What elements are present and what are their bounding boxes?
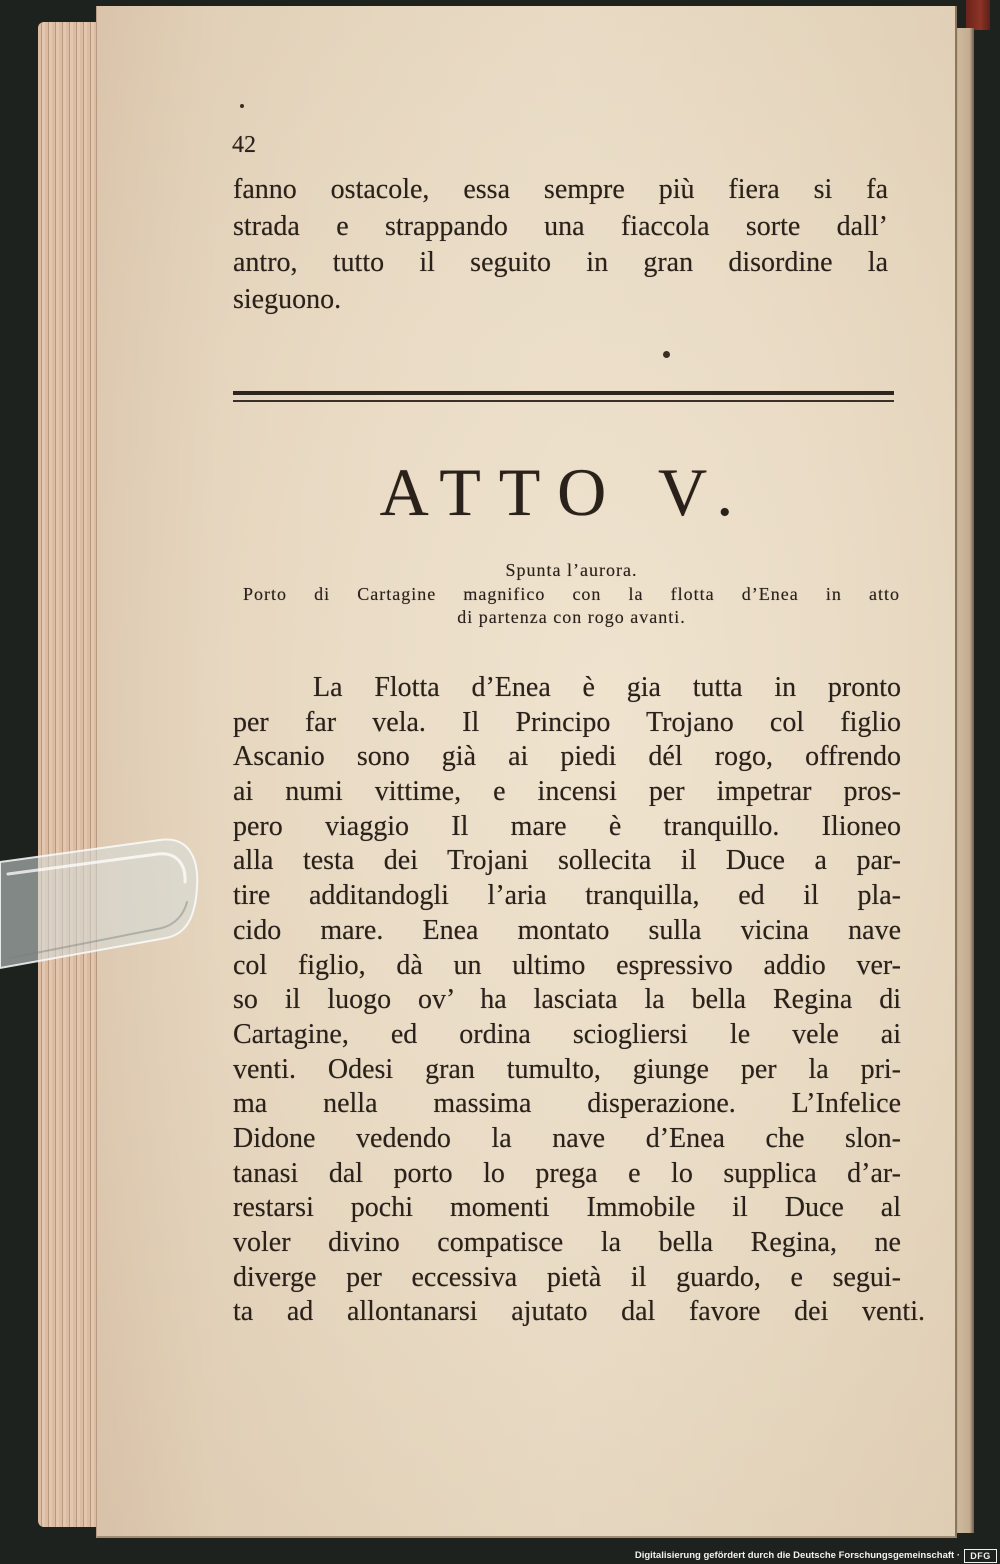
act-paragraph [233,671,925,1330]
text-line: ta ad allontanarsi ajutato dal favore dei venti. [233,1296,925,1328]
text-line: tire additandogli l’aria tranquilla, ed il pla- [233,880,901,912]
text-line: per far vela. Il Principo Trojano col figlio [233,706,901,738]
text-line: so il luogo ov’ ha lasciata la bella Regina di [233,984,901,1016]
text-line: tanasi dal porto lo prega e lo supplica d’ar- [233,1157,901,1189]
text-line: Cartagine, ed ordina sciogliersi le vele ai [233,1018,901,1050]
text-line: cido mare. Enea montato sulla vicina nave [233,914,901,946]
section-divider [233,391,894,405]
text-line: ma nella massima disperazione. L’Infelice [233,1088,901,1120]
stage-direction-line: di partenza con rogo avanti. [457,607,686,627]
text-line: antro, tutto il seguito in gran disordine la [233,247,888,278]
text-line: ai numi vittime, e incensi per impetrar pros- [233,776,901,808]
divider-thin-line [233,400,894,402]
ink-speck [663,351,670,358]
text-line: fanno ostacole, essa sempre più fiera si fa [233,174,888,205]
text-line: diverge per eccessiva pietà il guardo, e segui- [233,1261,901,1293]
text-line: voler divino compatisce la bella Regina, ne [233,1227,901,1258]
dfg-logo: DFG [964,1549,997,1563]
stage-direction-line: Spunta l’aurora. [505,560,638,580]
text-line: Ascanio sono già ai piedi dél rogo, offrendo [233,741,901,773]
digitization-credit: Digitalisierung gefördert durch die Deutsche Forschungsgemeinschaft · [634,1550,960,1561]
divider-thick-line [233,391,894,395]
adjacent-page-tab [966,0,990,30]
act-heading: ATTO V. [379,454,752,530]
stage-direction-line: Porto di Cartagine magnifico con la flotta d’Enea in atto [243,583,900,604]
text-line: La Flotta d’Enea è gia tutta in pronto [313,672,901,703]
text-line: Didone vedendo la nave d’Enea che slon- [233,1122,901,1154]
stage-directions [243,559,900,630]
text-line: strada e strappando una fiaccola sorte dall’ [233,210,888,242]
ink-speck [240,104,244,108]
text-line: sieguono. [233,283,342,315]
page-clip [0,830,205,975]
text-line: col figlio, dà un ultimo espressivo addio ver- [233,949,901,981]
closing-paragraph [233,172,888,318]
text-line: alla testa dei Trojani sollecita il Duce a par- [233,845,901,877]
text-line: venti. Odesi gran tumulto, giunge per la pri- [233,1053,901,1085]
text-line: restarsi pochi momenti Immobile il Duce al [233,1192,901,1224]
text-line: pero viaggio Il mare è tranquillo. Ilioneo [233,810,901,842]
page-number: 42 [232,132,256,158]
